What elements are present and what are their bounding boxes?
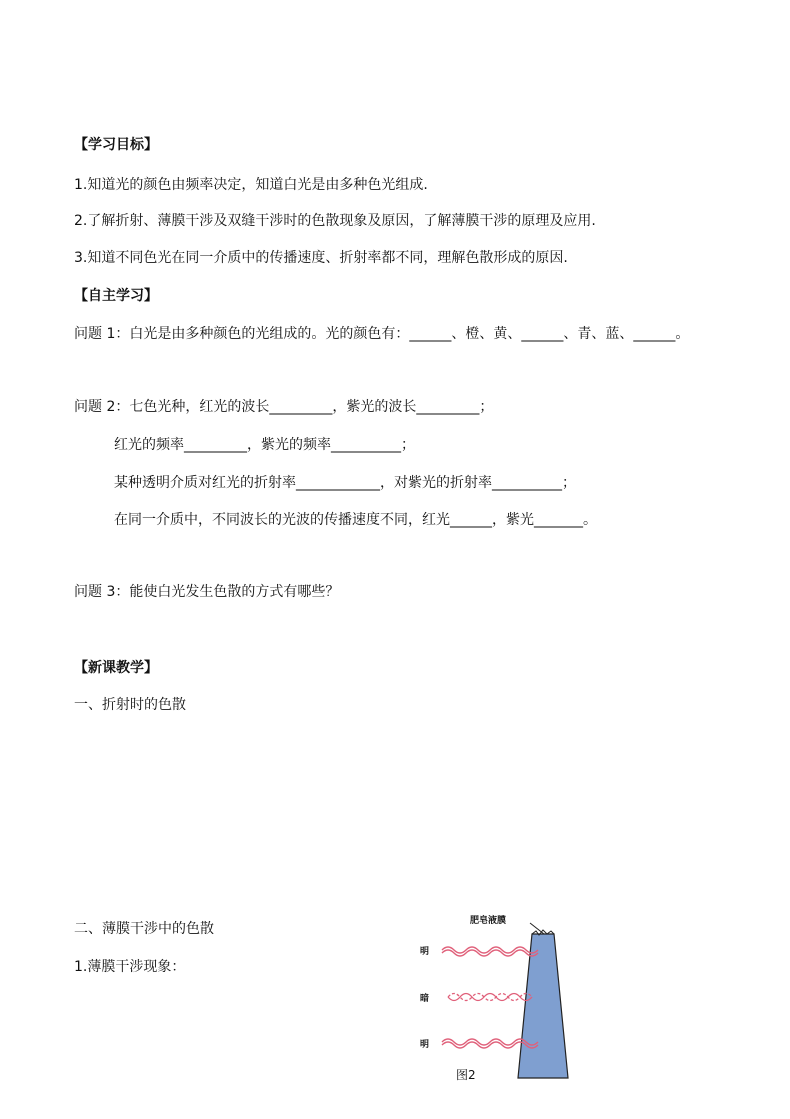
self-study-heading: 【自主学习】: [74, 288, 158, 304]
question-2-line-4: 在同一介质中，不同波长的光波的传播速度不同，红光______，紫光_______。: [114, 512, 597, 528]
question-2-line-2: 红光的频率_________，紫光的频率__________；: [114, 437, 415, 453]
goal-item-2: 2.了解折射、薄膜干涉及双缝干涉时的色散现象及原因，了解薄膜干涉的原理及应用.: [74, 213, 596, 229]
goal-item-3: 3.知道不同色光在同一介质中的传播速度、折射率都不同，理解色散形成的原因.: [74, 250, 568, 266]
soap-film-wedge: [518, 934, 568, 1078]
goal-item-1: 1.知道光的颜色由频率决定，知道白光是由多种色光组成.: [74, 177, 428, 193]
bright-label-top: 明: [420, 947, 430, 957]
thin-film-interference-figure: [412, 904, 582, 1090]
goals-heading: 【学习目标】: [74, 137, 158, 153]
question-1: 问题 1：白光是由多种颜色的光组成的。光的颜色有：______、橙、黄、______、青、蓝、______。: [74, 326, 690, 342]
bright-label-bottom: 明: [420, 1040, 430, 1050]
thin-film-phenomenon-label: 1.薄膜干涉现象：: [74, 959, 186, 975]
figure-caption: 图2: [456, 1068, 476, 1082]
section-refraction-dispersion: 一、折射时的色散: [74, 697, 186, 713]
film-label: 肥皂液膜: [470, 916, 507, 926]
question-2-line-3: 某种透明介质对红光的折射率____________，对紫光的折射率__________；: [114, 475, 576, 491]
dark-label: 暗: [420, 994, 430, 1004]
question-3: 问题 3：能使白光发生色散的方式有哪些？: [74, 584, 340, 600]
new-lesson-heading: 【新课教学】: [74, 660, 158, 676]
section-thin-film-dispersion: 二、薄膜干涉中的色散: [74, 921, 214, 937]
question-2-line-1: 问题 2：七色光种，红光的波长_________，紫光的波长_________；: [74, 399, 494, 415]
wave-dark-b: [448, 994, 532, 1001]
